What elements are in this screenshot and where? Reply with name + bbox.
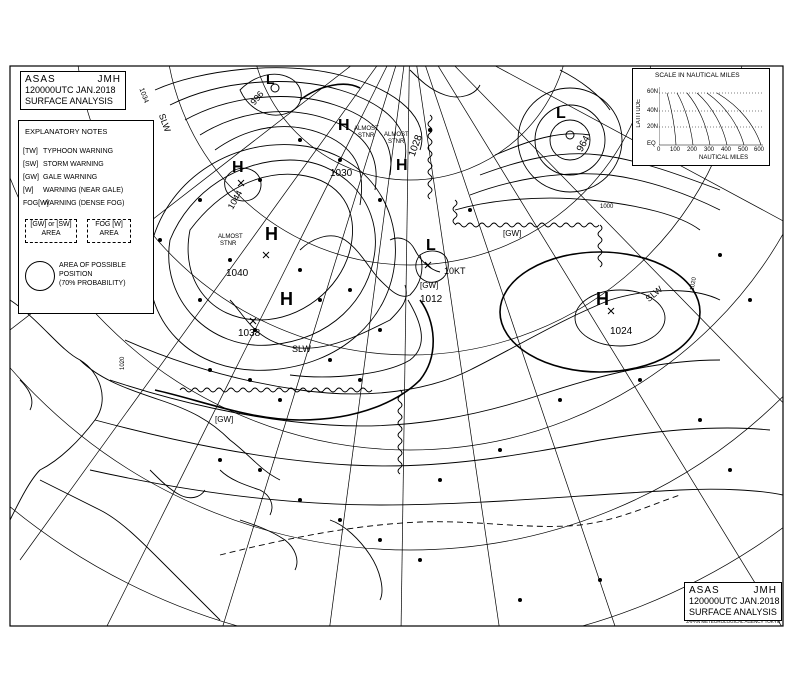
high-1038-h: H [280,289,293,309]
high-1024-value: 1024 [610,326,633,337]
low-964-l: L [556,105,566,122]
legend-probability-text: AREA OF POSSIBLE POSITION (70% PROBABILITY) [59,262,126,287]
high-1028-value: 1028 [406,133,425,159]
scale-nm-0: 0 [657,147,661,153]
legend-item-storm: [SW] STORM WARNING [23,161,104,168]
legend-gale-storm-area: [GW] or [SW] AREA [25,219,77,243]
scale-curves [659,87,765,147]
scale-latitude-axis: LATITUDE [636,99,642,128]
legend-item-typhoon: [TW] TYPHOON WARNING [23,148,114,155]
agency-credit: JAPAN METEOROLOGICAL AGENCY TOKYO [686,619,781,624]
scale-nm-200: 200 [687,147,698,153]
speed-10kt: 10KT [444,266,466,276]
title-bottom-product: SURFACE ANALYSIS [689,607,777,617]
gw-label-1: [GW] [503,229,522,238]
high-1044-value: 1044 [225,188,245,211]
title-agency-code: ASAS [25,74,56,85]
low-996-value: 996 [248,88,266,107]
title-bottom-agency-code: ASAS [689,585,720,596]
low-964-value: 964 [574,134,593,154]
almost-3: ALMOST [218,234,243,240]
isobar-label-1000: 1000 [600,204,614,210]
high-1044-h: H [232,159,244,176]
high-1040-h: H [265,224,278,244]
high-1038-value: 1038 [238,328,261,339]
stnr-3: STNR [220,241,237,247]
almost-2: ALMOST [384,132,409,138]
scale-lat-40: 40N [647,108,659,114]
isobar-label-1034: 1034 [137,87,150,105]
high-1030-value: 1030 [330,168,353,179]
scale-nm-500: 500 [738,147,749,153]
low-1012-value: 1012 [420,294,443,305]
isobar-label-1020b: 1020 [689,276,698,292]
scale-title: SCALE IN NAUTICAL MILES [655,72,740,79]
legend-probability-circle [25,261,55,291]
title-box-bottom [684,582,782,621]
high-1030-h: H [338,117,350,134]
gw-label-2: [GW] [215,415,234,424]
scale-nm-400: 400 [721,147,732,153]
high-1024-h: H [596,289,609,309]
scale-lat-60: 60N [647,89,659,95]
title-box-top [20,71,126,110]
scale-lat-20: 20N [647,124,659,130]
title-product: SURFACE ANALYSIS [25,96,113,106]
slw-label-1: SLW [292,344,311,354]
scale-lat-eq: EQ [647,141,656,147]
legend-item-near-gale: [W] WARNING (NEAR GALE) [23,187,124,194]
low-1012-l: L [426,237,436,254]
isobar-label-1020: 1020 [120,356,126,370]
title-datetime: 120000UTC JAN.2018 [25,85,116,95]
legend-item-dense-fog: FOG[W]WARNING (DENSE FOG) [23,200,125,207]
stnr-1: STNR [358,133,375,139]
scale-nm-300: 300 [704,147,715,153]
title-center-code: JMH [97,74,121,85]
scale-box [632,68,770,166]
legend-header: EXPLANATORY NOTES [25,127,108,136]
stnr-2: STNR [388,139,405,145]
legend-item-gale: [GW] GALE WARNING [23,174,98,181]
high-1028-h: H [396,157,408,174]
legend-fog-area: FOG [W] AREA [87,219,131,243]
scale-nm-600: 600 [754,147,765,153]
explanatory-notes [18,120,154,314]
slw-label-2: SLW [643,284,665,304]
scale-unit: NAUTICAL MILES [699,155,749,161]
gw-label-3: [GW] [420,281,439,290]
high-1040-value: 1040 [226,268,249,279]
title-bottom-center-code: JMH [753,585,777,596]
almost-1: ALMOST [354,126,379,132]
title-bottom-datetime: 120000UTC JAN.2018 [689,596,780,606]
low-996-l: L [266,71,275,87]
scale-nm-100: 100 [670,147,681,153]
slw-label-3: SLW [156,112,173,134]
